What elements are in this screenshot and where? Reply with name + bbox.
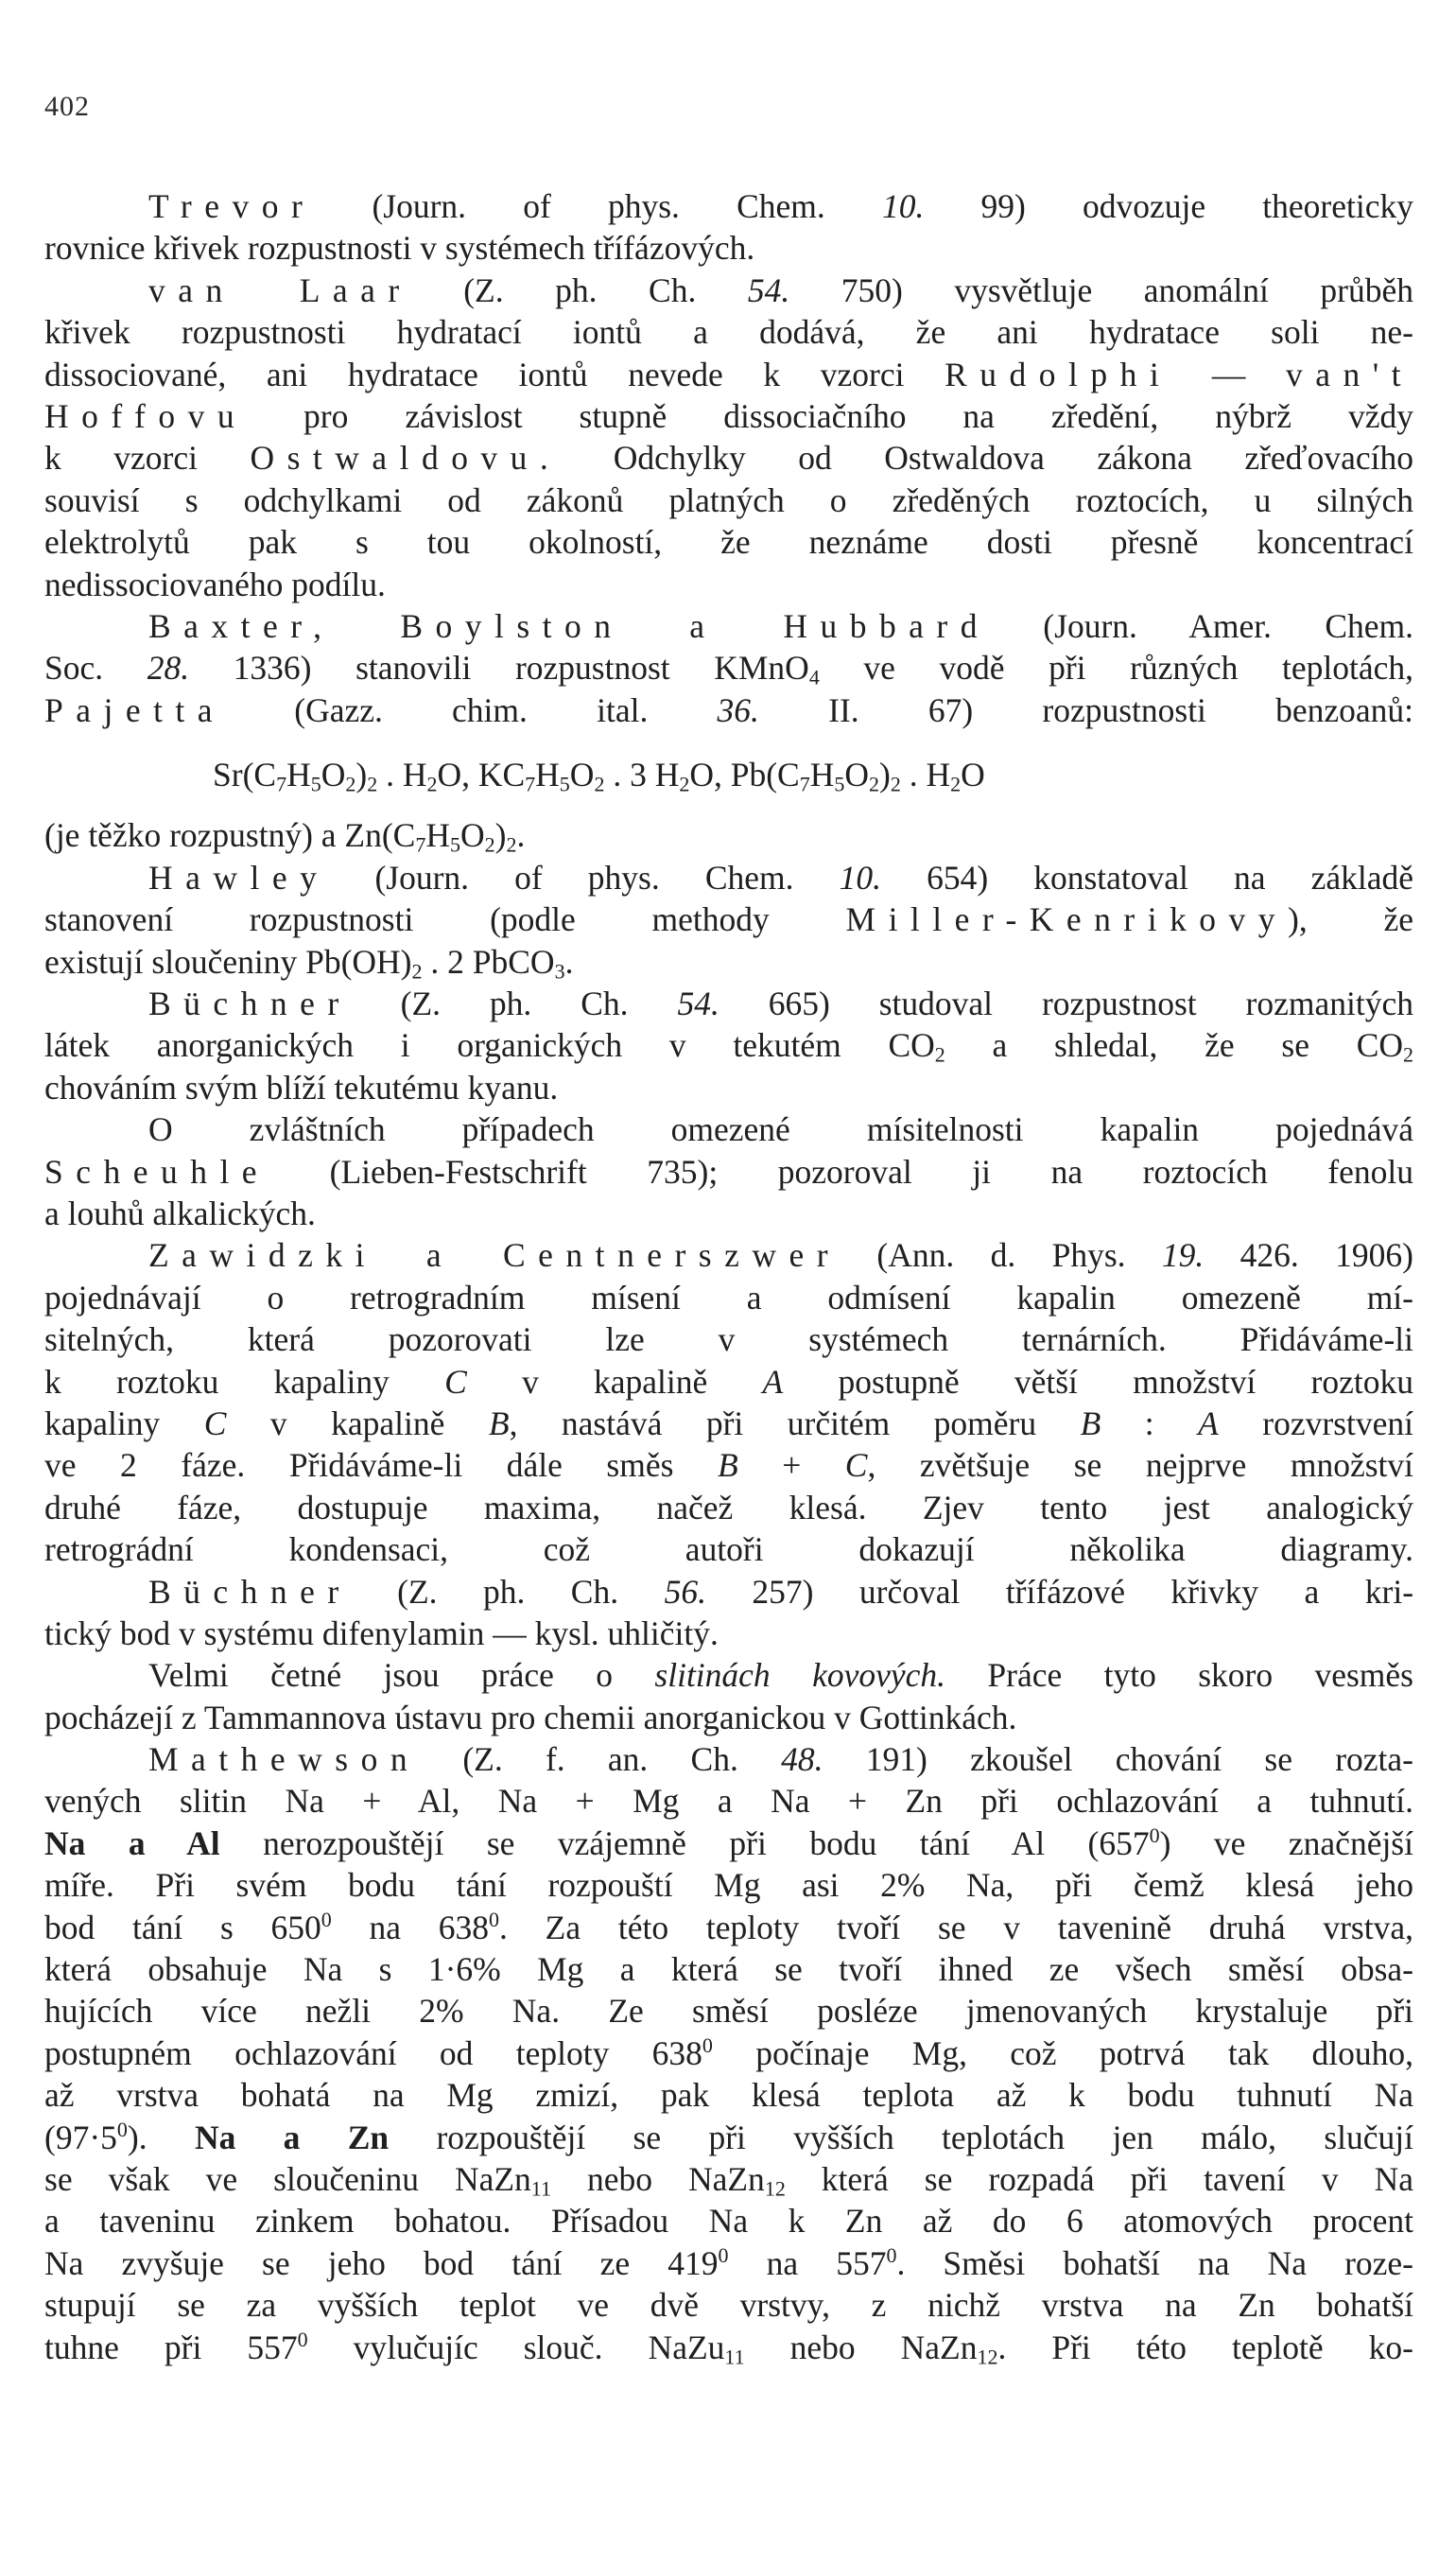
text-line: tický bod v systému difenylamin — kysl. uhličitý.	[44, 1613, 719, 1652]
text-line: existují sloučeniny $Pb(OH)_2$ . 2 PbCO$_3$.	[44, 942, 574, 984]
text-line: van Laar (Z. ph. Ch. 54. 750) vysvětluje anomální průběh	[148, 270, 1414, 309]
text-line: kapaliny C v kapalině B, nastává při určitém poměru B : A rozvrstvení	[44, 1404, 1414, 1442]
text-line: míře. Při svém bodu tání rozpouští Mg asi 2% Na, při čemž klesá jeho	[44, 1866, 1413, 1905]
text-line: sitelných, která pozorovati lze v systémech ternárních. Přidáváme-li	[44, 1320, 1413, 1359]
text-line: Mathewson (Z. f. an. Ch. 48. 191) zkoušel chování se rozta-	[148, 1740, 1413, 1779]
text-line: Büchner (Z. ph. Ch. 56. 257) určoval třífázové křivky a kri-	[148, 1572, 1414, 1611]
formula-line: $Sr(C_7H_5O_2)_2$ . $H_2O$, $KC_7H_5O_2$ . 3 $H_2O$, $Pb(C_7H_5O_2)_2$ . $H_2O$	[213, 756, 985, 796]
text-line: a louhů alkalických.	[44, 1194, 316, 1232]
text-line: Na a Al nerozpouštějí se vzájemně při bodu tání Al $(657^0)$ ve značnější	[44, 1823, 1413, 1862]
text-line: Velmi četné jsou práce o slitinách kovových. Práce tyto skoro vesměs	[148, 1656, 1413, 1695]
text-line: k roztoku kapaliny C v kapalině A postupně větší množství roztoku	[44, 1362, 1413, 1401]
text-line: hujících více nežli 2% Na. Ze směsí posléze jmenovaných krystaluje při	[44, 1992, 1413, 2031]
text-line: tuhne při $557^0$ vylučujíc slouč. NaZu$_{11}$ nebo NaZn$_{12}$. Při této teplotě ko-	[44, 2327, 1413, 2369]
text-line: pocházejí z Tammannova ústavu pro chemii anorganickou v Gottinkách.	[44, 1698, 1017, 1736]
text-line: a taveninu zinkem bohatou. Přísadou Na k Zn až do 6 atomových procent	[44, 2202, 1413, 2241]
text-line: (je těžko rozpustný) a $Zn(C_7H_5O_2)_2$.	[44, 816, 526, 857]
text-line: vených slitin Na + Al, Na + Mg a Na + Zn při ochlazování a tuhnutí.	[44, 1782, 1413, 1821]
text-line: postupném ochlazování od teploty $638^0$ počínaje Mg, což potrvá tak dlouho,	[44, 2032, 1413, 2072]
text-line: k vzorci Ostwaldovu. Odchylky od Ostwaldova zákona zřeďovacího	[44, 439, 1413, 478]
text-line: Hawley (Journ. of phys. Chem. 10. 654) konstatoval na základě	[148, 858, 1413, 897]
text-line: chováním svým blíží tekutému kyanu.	[44, 1068, 559, 1107]
text-line: O zvláštních případech omezené mísitelnosti kapalin pojednává	[148, 1110, 1413, 1149]
text-line: elektrolytů pak s tou okolností, že neznáme dosti přesně koncentrací	[44, 523, 1413, 562]
text-line: Scheuhle (Lieben-Festschrift 735); pozoroval ji na roztocích fenolu	[44, 1152, 1413, 1191]
text-line: $(97\cdot 5^0)$. Na a Zn rozpouštějí se při vyšších teplotách jen málo, slučují	[44, 2117, 1414, 2156]
text-line: stupují se za vyšších teplot ve dvě vrstvy, z nichž vrstva na Zn bohatší	[44, 2286, 1413, 2325]
text-line: bod tání s $650^0$ na $638^0$. Za této teploty tvoří se v tavenině druhá vrstva,	[44, 1907, 1413, 1946]
text-line: Soc. 28. 1336) stanovili rozpustnost KMnO$_4$ ve vodě při různých teplotách,	[44, 649, 1414, 689]
text-line: stanovení rozpustnosti (podle methody Miller-Kenrikovy), že	[44, 900, 1413, 939]
text-line: druhé fáze, dostupuje maxima, načež klesá. Zjev tento jest analogický	[44, 1488, 1413, 1526]
text-line: látek anorganických i organických v tekutém $CO_2$ a shledal, že se $CO_2$	[44, 1026, 1414, 1067]
page-body	[44, 185, 1413, 2368]
page-number: 402	[44, 91, 90, 122]
text-line: Baxter, Boylston a Hubbard (Journ. Amer. Chem.	[148, 606, 1413, 645]
text-line: Pajetta (Gazz. chim. ital. 36. II. 67) rozpustnosti benzoanů:	[44, 690, 1413, 729]
text-line: Na zvyšuje se jeho bod tání ze $419^0$ na $557^0$. Směsi bohatší na Na roze-	[44, 2242, 1413, 2282]
text-line: pojednávají o retrogradním mísení a odmísení kapalin omezeně mí-	[44, 1278, 1413, 1317]
text-line: až vrstva bohatá na Mg zmizí, pak klesá teplota až k bodu tuhnutí Na	[44, 2076, 1413, 2115]
text-line: ve 2 fáze. Přidáváme-li dále směs B + C, zvětšuje se nejprve množství	[44, 1446, 1413, 1485]
text-line: souvisí s odchylkami od zákonů platných o zředěných roztocích, u silných	[44, 480, 1413, 519]
text-line: která obsahuje Na s 1·6% Mg a která se tvoří ihned ze všech směsí obsa-	[44, 1950, 1413, 1989]
text-line: retrográdní kondensaci, což autoři dokazují několika diagramy.	[44, 1530, 1413, 1569]
text-line: Hoffovu pro závislost stupně dissociačního na zředění, nýbrž vždy	[44, 396, 1413, 435]
text-line: křivek rozpustnosti hydratací iontů a dodává, že ani hydratace soli ne-	[44, 313, 1413, 352]
text-line: Zawidzki a Centnerszwer (Ann. d. Phys. 19. 426. 1906)	[148, 1236, 1413, 1275]
text-line: se však ve sloučeninu NaZn$_{11}$ nebo NaZn$_{12}$ která se rozpadá při tavení v Na	[44, 2159, 1413, 2201]
text-line: Büchner (Z. ph. Ch. 54. 665) studoval rozpustnost rozmanitých	[148, 985, 1413, 1023]
text-line: rovnice křivek rozpustnosti v systémech třífázových.	[44, 229, 755, 268]
text-line: dissociované, ani hydratace iontů nevede k vzorci Rudolphi — van't	[44, 355, 1414, 393]
text-line: nedissociovaného podílu.	[44, 565, 386, 603]
text-line: Trevor (Journ. of phys. Chem. 10. 99) odvozuje theoreticky	[148, 187, 1413, 225]
